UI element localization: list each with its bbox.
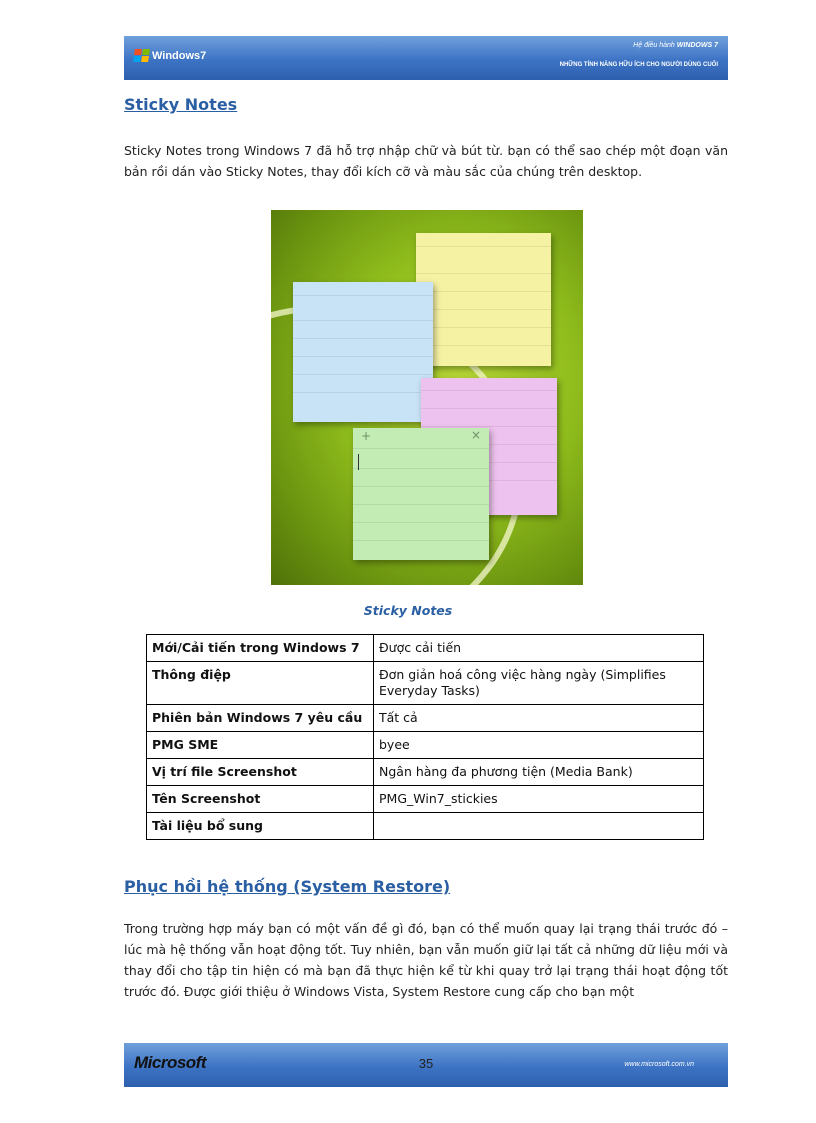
- table-row-value: byee: [374, 732, 704, 759]
- table-row-value: Đơn giản hoá công việc hàng ngày (Simplifies Everyday Tasks): [374, 662, 704, 705]
- section-paragraph-sticky-notes: Sticky Notes trong Windows 7 đã hỗ trợ nhập chữ và bút từ. bạn có thể sao chép một đoạn văn bản rồi dán vào Sticky Notes, thay đổi kích cỡ và màu sắc của chúng trên desktop.: [124, 143, 728, 179]
- table-row-value: Ngân hàng đa phương tiện (Media Bank): [374, 759, 704, 786]
- section-title-sticky-notes: Sticky Notes: [124, 95, 238, 114]
- table-row: [147, 635, 704, 662]
- sticky-notes-screenshot: [271, 210, 583, 585]
- table-row-label: PMG SME: [147, 732, 374, 759]
- table-row-label: Mới/Cải tiến trong Windows 7: [147, 635, 374, 662]
- page-number: 35: [418, 1056, 434, 1071]
- windows-flag-icon: [133, 49, 150, 62]
- footer-website: www.microsoft.com.vn: [624, 1061, 694, 1068]
- page-header: [124, 36, 728, 80]
- figure-caption: Sticky Notes: [363, 603, 453, 618]
- add-note-icon: +: [361, 429, 372, 443]
- table-row: [147, 732, 704, 759]
- table-row-value: Tất cả: [374, 705, 704, 732]
- table-row-value: PMG_Win7_stickies: [374, 786, 704, 813]
- section-paragraph-system-restore: Trong trường hợp máy bạn có một vấn đề gì đó, bạn có thể muốn quay lại trạng thái trước đó – lúc mà hệ thống vẫn hoạt động tốt. Tuy nhiên, bạn vẫn muốn giữ lại tất cả những dữ liệu mới và thay đổi cho tập tin hiện có mà bạn đã thực hiện kể từ khi quay trở lại trạng thái hoạt động tốt trước đó. Được giới thiệu ở Windows Vista, System Restore cung cấp cho bạn một: [124, 921, 728, 999]
- table-row-value: Được cải tiến: [374, 635, 704, 662]
- table-row-label: Phiên bản Windows 7 yêu cầu: [147, 705, 374, 732]
- table-row-label: Tên Screenshot: [147, 786, 374, 813]
- table-row-label: Vị trí file Screenshot: [147, 759, 374, 786]
- section-title-system-restore: Phục hồi hệ thống (System Restore): [124, 877, 451, 896]
- close-note-icon: ×: [470, 428, 481, 442]
- feature-info-table: [146, 634, 704, 840]
- table-row: [147, 759, 704, 786]
- table-row: [147, 786, 704, 813]
- table-row-value: [374, 813, 704, 840]
- logo-text: Windows7: [152, 49, 207, 62]
- table-row: [147, 813, 704, 840]
- table-row: [147, 662, 704, 705]
- header-tagline: NHỮNG TÍNH NĂNG HỮU ÍCH CHO NGƯỜI DÙNG CUỐI: [559, 62, 718, 68]
- table-row: [147, 705, 704, 732]
- windows7-logo: [134, 49, 206, 62]
- sticky-note-green: [353, 428, 489, 560]
- sticky-note-yellow: [416, 233, 551, 366]
- page-footer: [124, 1043, 728, 1087]
- table-row-label: Tài liệu bổ sung: [147, 813, 374, 840]
- sticky-note-blue: [293, 282, 433, 422]
- table-row-label: Thông điệp: [147, 662, 374, 705]
- microsoft-logo: Microsoft: [134, 1053, 206, 1072]
- header-subtitle: Hệ điều hành WINDOWS 7: [633, 42, 718, 49]
